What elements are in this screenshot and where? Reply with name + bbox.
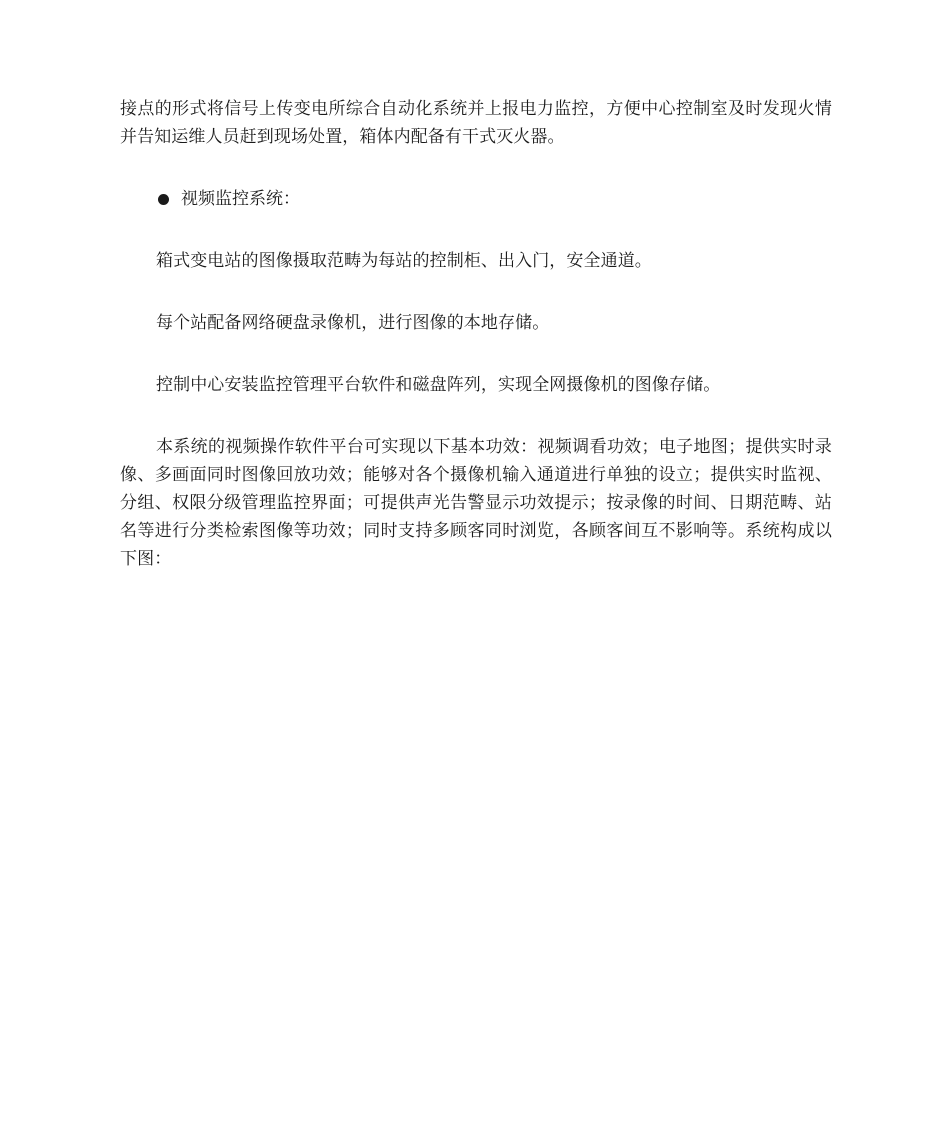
bullet-video-monitoring — [120, 185, 832, 213]
paragraph-capture-scope: 箱式变电站的图像摄取范畴为每站的控制柜、出入门，安全通道。 — [156, 251, 652, 271]
paragraph-fire-alarm: 接点的形式将信号上传变电所综合自动化系统并上报电力监控，方便中心控制室及时发现火情并告知运维人员赶到现场处置，箱体内配备有干式灭火器。 — [120, 99, 832, 147]
document-page — [120, 95, 832, 573]
paragraph-control-center: 控制中心安装监控管理平台软件和磁盘阵列，实现全网摄像机的图像存储。 — [156, 375, 721, 395]
bullet-dot-icon — [158, 194, 169, 205]
paragraph-nvr-storage: 每个站配备网络硬盘录像机，进行图像的本地存储。 — [156, 313, 550, 333]
bullet-label: 视频监控系统： — [181, 189, 300, 209]
paragraph-software-features: 本系统的视频操作软件平台可实现以下基本功效：视频调看功效；电子地图；提供实时录像、多画面同时图像回放功效；能够对各个摄像机输入通道进行单独的设立；提供实时监视、分组、权限分级管理监控界面；可提供声光告警显示功效提示；按录像的时间、日期范畴、站名等进行分类检索图像等功效；同时支持多顾客同时浏览，各顾客间互不影响等。系统构成以下图： — [120, 437, 832, 569]
